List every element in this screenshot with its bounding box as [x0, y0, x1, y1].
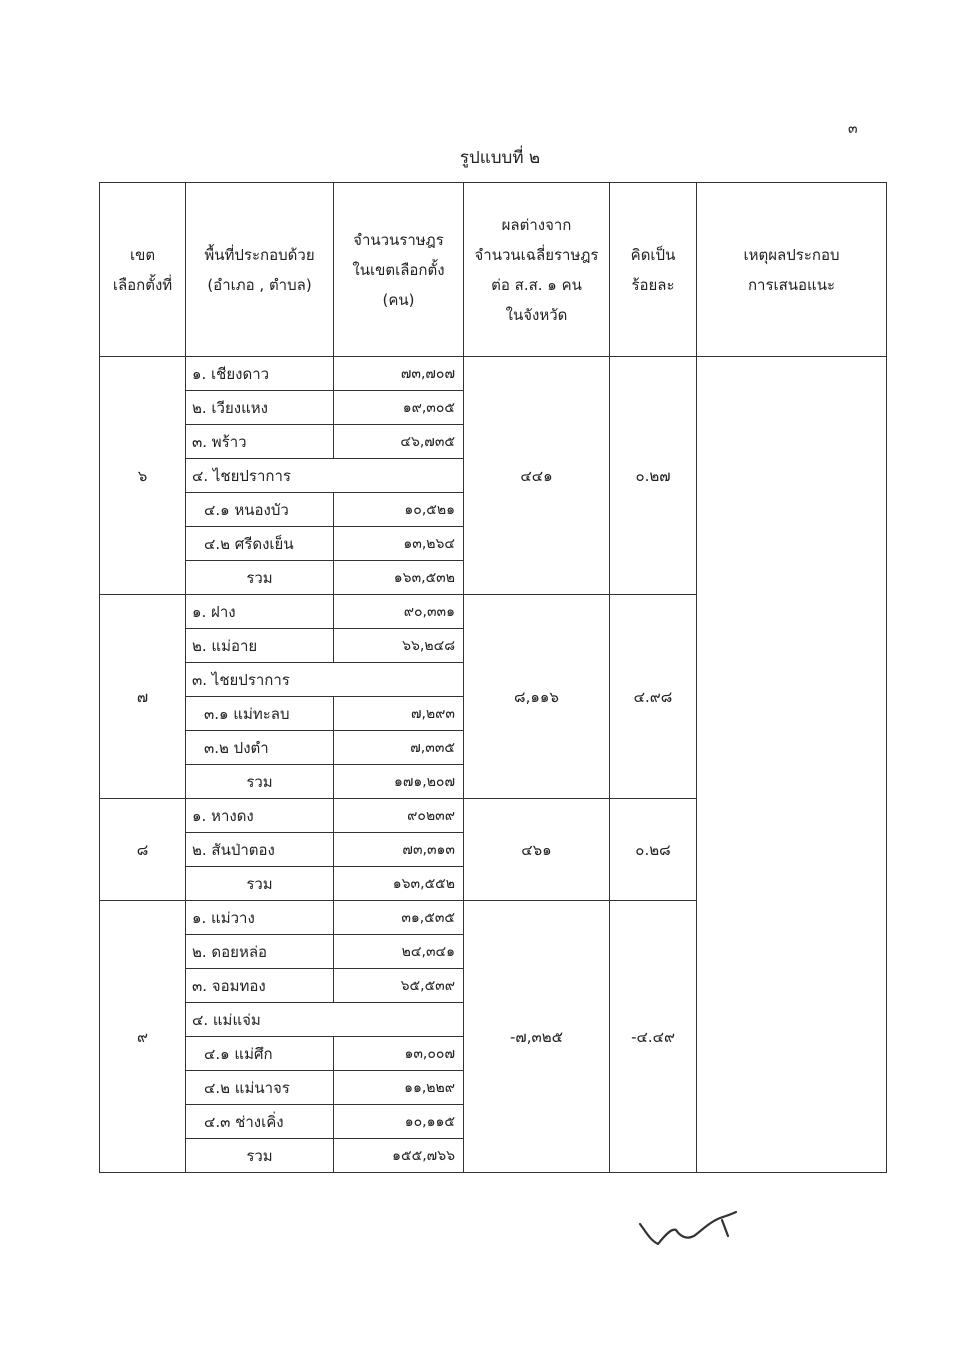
percent-cell: -๔.๔๙: [610, 901, 697, 1173]
population-cell: ๒๔,๓๔๑: [334, 935, 464, 969]
area-cell: ๑. ฝาง: [186, 595, 334, 629]
area-cell: ๔.๑ แม่ศึก: [186, 1037, 334, 1071]
population-cell: ๔๖,๗๓๕: [334, 425, 464, 459]
header-percent: คิดเป็น ร้อยละ: [610, 183, 697, 357]
district-table: [99, 182, 887, 1173]
area-cell: ๔.๓ ช่างเคิ่ง: [186, 1105, 334, 1139]
total-value: ๑๖๓,๕๓๒: [334, 561, 464, 595]
population-cell: ๑๓,๐๐๗: [334, 1037, 464, 1071]
area-cell: ๑. หางดง: [186, 799, 334, 833]
area-cell: ๒. เวียงแหง: [186, 391, 334, 425]
difference-cell: -๗,๓๒๕: [464, 901, 610, 1173]
district-number: ๙: [100, 901, 186, 1173]
form-title: รูปแบบที่ ๒: [459, 148, 541, 168]
total-value: ๑๖๓,๕๕๒: [334, 867, 464, 901]
area-cell: ๔. ไชยปราการ: [186, 459, 464, 493]
population-cell: ๑๓,๒๖๔: [334, 527, 464, 561]
population-cell: ๑๙,๓๐๕: [334, 391, 464, 425]
population-cell: ๗,๒๙๓: [334, 697, 464, 731]
population-cell: ๖๕,๕๓๙: [334, 969, 464, 1003]
table-row: [100, 357, 887, 391]
difference-cell: ๔๖๑: [464, 799, 610, 901]
area-cell: ๓.๒ ปงตำ: [186, 731, 334, 765]
header-difference: ผลต่างจาก จำนวนเฉลี่ยราษฎร ต่อ ส.ส. ๑ คน ในจังหวัด: [464, 183, 610, 357]
page-number: ๓: [848, 121, 858, 137]
population-cell: ๑๐,๕๒๑: [334, 493, 464, 527]
percent-cell: ๔.๙๘: [610, 595, 697, 799]
header-reason: เหตุผลประกอบ การเสนอแนะ: [697, 183, 887, 357]
population-cell: ๓๑,๕๓๕: [334, 901, 464, 935]
total-label: รวม: [186, 867, 334, 901]
area-cell: ๔. แม่แจ่ม: [186, 1003, 464, 1037]
header-district: เขต เลือกตั้งที่: [100, 183, 186, 357]
area-cell: ๔.๒ แม่นาจร: [186, 1071, 334, 1105]
total-value: ๑๕๕,๗๖๖: [334, 1139, 464, 1173]
difference-cell: ๔๔๑: [464, 357, 610, 595]
area-cell: ๓. ไชยปราการ: [186, 663, 464, 697]
district-number: ๘: [100, 799, 186, 901]
total-label: รวม: [186, 765, 334, 799]
area-cell: ๒. สันป่าตอง: [186, 833, 334, 867]
population-cell: ๑๑,๒๒๙: [334, 1071, 464, 1105]
total-label: รวม: [186, 1139, 334, 1173]
population-cell: ๑๐,๑๑๕: [334, 1105, 464, 1139]
area-cell: ๔.๑ หนองบัว: [186, 493, 334, 527]
population-cell: ๗,๓๓๕: [334, 731, 464, 765]
district-number: ๗: [100, 595, 186, 799]
population-cell: ๙๐,๓๓๑: [334, 595, 464, 629]
percent-cell: ๐.๒๗: [610, 357, 697, 595]
header-area: พื้นที่ประกอบด้วย (อำเภอ , ตำบล): [186, 183, 334, 357]
difference-cell: ๘,๑๑๖: [464, 595, 610, 799]
population-cell: ๗๓,๗๐๗: [334, 357, 464, 391]
header-population: จำนวนราษฎร ในเขตเลือกตั้ง (คน): [334, 183, 464, 357]
area-cell: ๓. จอมทอง: [186, 969, 334, 1003]
total-value: ๑๗๑,๒๐๗: [334, 765, 464, 799]
area-cell: ๓. พร้าว: [186, 425, 334, 459]
district-number: ๖: [100, 357, 186, 595]
population-cell: ๙๐๒๓๙: [334, 799, 464, 833]
signature: [636, 1206, 746, 1260]
area-cell: ๒. ดอยหล่อ: [186, 935, 334, 969]
percent-cell: ๐.๒๘: [610, 799, 697, 901]
area-cell: ๓.๑ แม่ทะลบ: [186, 697, 334, 731]
population-cell: ๖๖,๒๔๘: [334, 629, 464, 663]
header-row: [100, 183, 887, 357]
area-cell: ๑. เชียงดาว: [186, 357, 334, 391]
total-label: รวม: [186, 561, 334, 595]
area-cell: ๒. แม่อาย: [186, 629, 334, 663]
area-cell: ๔.๒ ศรีดงเย็น: [186, 527, 334, 561]
reason-cell: [697, 357, 887, 1173]
population-cell: ๗๓,๓๑๓: [334, 833, 464, 867]
area-cell: ๑. แม่วาง: [186, 901, 334, 935]
